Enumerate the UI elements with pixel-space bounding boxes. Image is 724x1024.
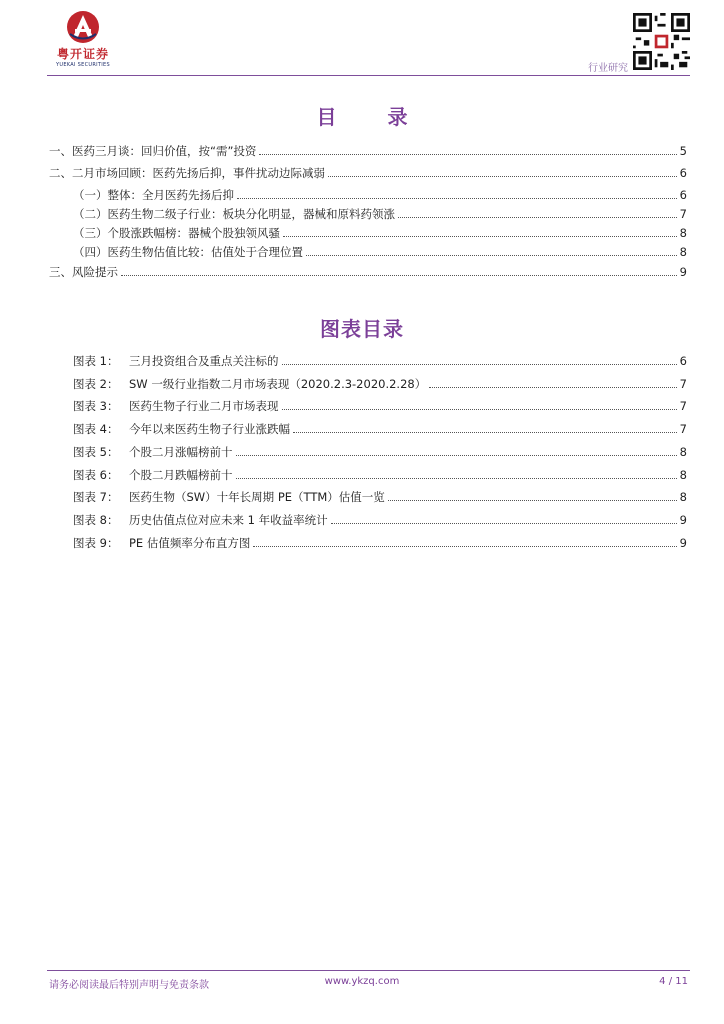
toc-entry-page: 9 <box>679 265 687 279</box>
toc-title: 目 录 <box>316 105 430 129</box>
figure-entry[interactable] <box>73 444 687 460</box>
figure-page: 7 <box>679 422 687 436</box>
toc-leader-dots <box>388 500 677 501</box>
toc-leader-dots <box>283 236 677 237</box>
toc-entry-text: 二、二月市场回顾：医药先扬后抑，事件扰动边际减弱 <box>49 166 325 180</box>
figure-text: 医药生物子行业二月市场表现 <box>129 399 279 413</box>
toc-entry-text: 三、风险提示 <box>49 265 118 279</box>
toc-entry[interactable] <box>49 165 687 181</box>
toc-entry[interactable] <box>49 143 687 159</box>
figure-page: 8 <box>679 445 687 459</box>
figure-text: 个股二月跌幅榜前十 <box>129 468 233 482</box>
toc-subentry[interactable] <box>73 187 687 203</box>
toc-leader-dots <box>236 478 677 479</box>
figure-entry[interactable] <box>73 421 687 437</box>
toc-entry-page: 8 <box>679 226 687 240</box>
figure-page: 8 <box>679 490 687 504</box>
figure-page: 6 <box>679 354 687 368</box>
brand-name: 粤开证券 <box>56 47 109 61</box>
figure-text: 三月投资组合及重点关注标的 <box>129 354 279 368</box>
toc-leader-dots <box>236 455 677 456</box>
figure-label: 图表 3： <box>73 399 119 413</box>
figure-label: 图表 4： <box>73 422 119 436</box>
figure-entry[interactable] <box>73 512 687 528</box>
figure-label: 图表 7： <box>73 490 119 504</box>
figure-label: 图表 6： <box>73 468 119 482</box>
brand-subtitle: YUEKAI SECURITIES <box>56 62 110 68</box>
logo-emblem-icon <box>66 10 100 44</box>
figure-label: 图表 9： <box>73 536 119 550</box>
page-indicator: 4 / 11 <box>659 976 688 987</box>
toc-leader-dots <box>259 154 676 155</box>
section-label: 行业研究 <box>588 63 628 74</box>
figure-page: 7 <box>679 377 687 391</box>
toc-entry-text: 一、医药三月谈：回归价值，按“需”投资 <box>49 144 257 158</box>
figure-text: 个股二月涨幅榜前十 <box>129 445 233 459</box>
toc-entry-page: 5 <box>679 144 687 158</box>
figure-text: PE 估值频率分布直方图 <box>129 536 251 550</box>
figure-entry[interactable] <box>73 535 687 551</box>
page-header <box>0 0 724 80</box>
figure-text: 今年以来医药生物子行业涨跌幅 <box>129 422 290 436</box>
toc-subentry[interactable] <box>73 244 687 260</box>
figure-label: 图表 5： <box>73 445 119 459</box>
header-divider <box>47 75 690 76</box>
qr-code-icon <box>633 13 690 70</box>
toc-leader-dots <box>328 176 677 177</box>
toc-leader-dots <box>293 432 677 433</box>
footer-disclaimer: 请务必阅读最后特别声明与免责条款 <box>49 980 209 991</box>
toc-leader-dots <box>282 364 677 365</box>
toc-leader-dots <box>331 523 677 524</box>
footer-divider <box>47 970 690 971</box>
toc-entry-text: （四）医药生物估值比较：估值处于合理位置 <box>73 245 303 259</box>
figure-text: SW 一级行业指数二月市场表现（2020.2.3-2020.2.28） <box>129 377 427 391</box>
toc-entry-page: 6 <box>679 166 687 180</box>
toc-leader-dots <box>398 217 677 218</box>
toc-leader-dots <box>282 409 677 410</box>
figure-entry[interactable] <box>73 376 687 392</box>
figure-page: 9 <box>679 536 687 550</box>
toc-entry-page: 8 <box>679 245 687 259</box>
company-logo <box>48 10 118 68</box>
figure-page: 9 <box>679 513 687 527</box>
footer-website-link[interactable]: www.ykzq.com <box>324 976 400 987</box>
figure-entry[interactable] <box>73 398 687 414</box>
figure-text: 医药生物（SW）十年长周期 PE（TTM）估值一览 <box>129 490 385 504</box>
toc-leader-dots <box>306 255 677 256</box>
figure-text: 历史估值点位对应未来 1 年收益率统计 <box>129 513 328 527</box>
toc-entry-page: 7 <box>679 207 687 221</box>
toc-leader-dots <box>121 275 677 276</box>
toc-entry-page: 6 <box>679 188 687 202</box>
toc-entry-text: （二）医药生物二级子行业：板块分化明显，器械和原料药领涨 <box>73 207 395 221</box>
toc-subentry[interactable] <box>73 206 687 222</box>
toc-entry-text: （一）整体：全月医药先扬后抑 <box>73 188 234 202</box>
figure-label: 图表 1： <box>73 354 119 368</box>
toc-entry[interactable] <box>49 264 687 280</box>
figure-entry[interactable] <box>73 489 687 505</box>
toc-leader-dots <box>429 387 676 388</box>
figure-entry[interactable] <box>73 467 687 483</box>
figure-entry[interactable] <box>73 353 687 369</box>
figure-page: 7 <box>679 399 687 413</box>
toc-leader-dots <box>253 546 676 547</box>
figure-page: 8 <box>679 468 687 482</box>
toc-subentry[interactable] <box>73 225 687 241</box>
figures-title: 图表目录 <box>320 317 404 341</box>
toc-entry-text: （三）个股涨跌幅榜：器械个股独领风骚 <box>73 226 280 240</box>
toc-leader-dots <box>237 198 677 199</box>
figure-label: 图表 8： <box>73 513 119 527</box>
figure-label: 图表 2： <box>73 377 119 391</box>
